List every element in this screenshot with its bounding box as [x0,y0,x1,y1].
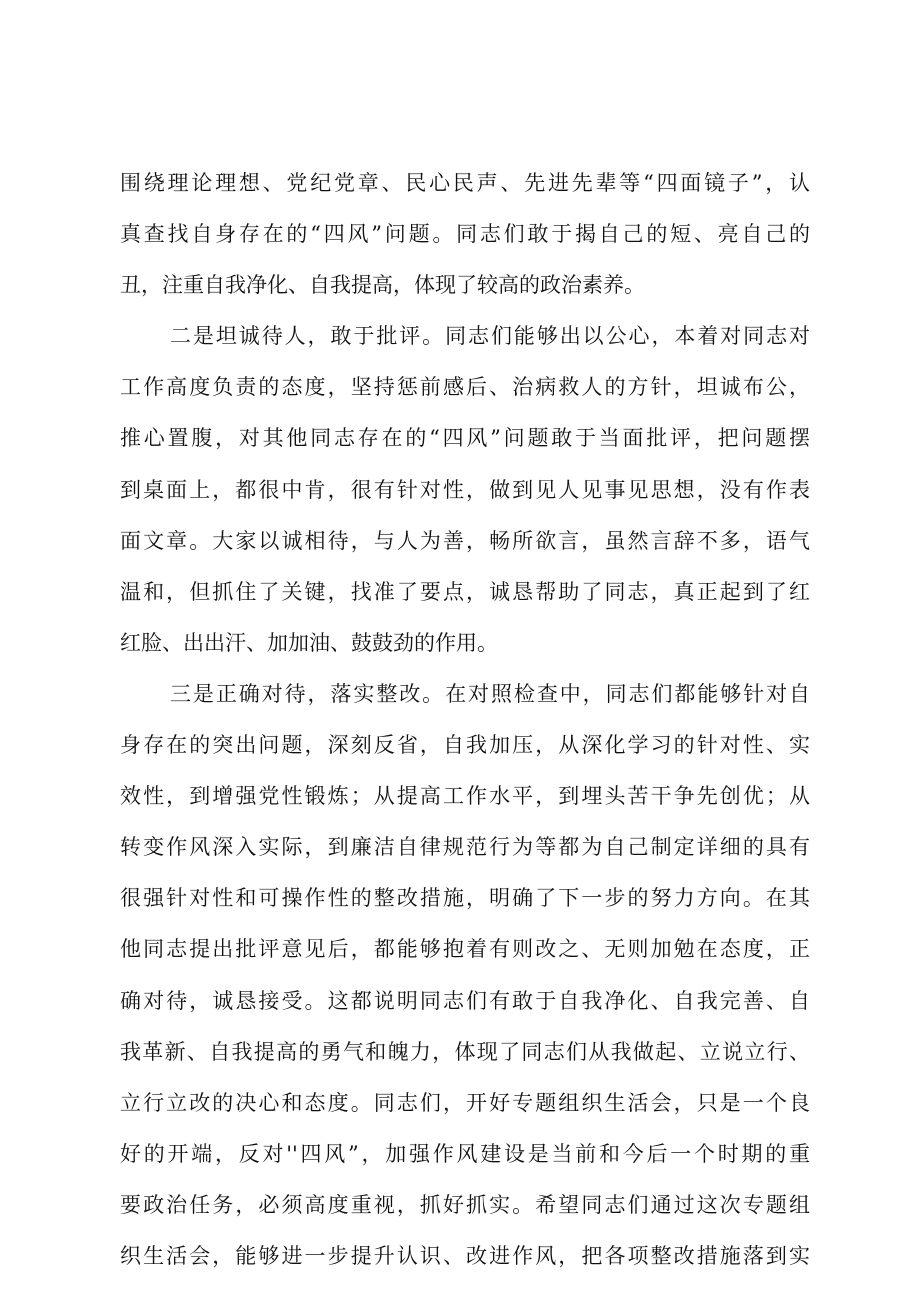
text-line: 真查找自身存在的“四风”问题。同志们敢于揭自己的短、亮自己的 [120,222,810,247]
text-line: 很强针对性和可操作性的整改措施，明确了下一步的努力方向。在其 [120,886,810,911]
text-line: 红脸、出出汗、加加油、鼓鼓劲的作用。 [120,630,498,655]
text-line: 转变作风深入实际，到廉洁自律规范行为等都为自己制定详细的具有 [120,835,810,860]
text-line: 织生活会，能够进一步提升认识、改进作风，把各项整改措施落到实 [120,1243,810,1268]
body-text [120,158,810,1282]
text-line: 推心置腹，对其他同志存在的“四风”问题敢于当面批评，把问题摆 [120,426,810,451]
text-line: 面文章。大家以诚相待，与人为善，畅所欲言，虽然言辞不多，语气 [120,528,810,553]
text-line: 工作高度负责的态度，坚持惩前感后、治病救人的方针，坦诚布公， [120,375,810,400]
text-line: 确对待，诚恳接受。这都说明同志们有敢于自我净化、自我完善、自 [120,988,810,1013]
text-line: 他同志提出批评意见后，都能够抱着有则改之、无则加勉在态度，正 [120,937,810,962]
text-line: 围绕理论理想、党纪党章、民心民声、先进先辈等“四面镜子”，认 [120,171,810,195]
text-line: 效性，到增强党性锻炼；从提高工作水平，到埋头苦干争先创优；从 [120,784,810,809]
text-line: 身存在的突出问题，深刻反省，自我加压，从深化学习的针对性、实 [120,733,810,758]
text-line: 立行立改的决心和态度。同志们，开好专题组织生活会，只是一个良 [120,1090,810,1115]
text-line: 要政治任务，必须高度重视，抓好抓实。希望同志们通过这次专题组 [120,1192,810,1217]
text-line: 温和，但抓住了关键，找准了要点，诚恳帮助了同志，真正起到了红 [120,579,810,604]
text-line: 好的开端，反对''四风”，加强作风建设是当前和今后一个时期的重 [120,1141,810,1166]
paragraph-start-line: 三是正确对待，落实整改。在对照检查中，同志们都能够针对自 [170,681,810,706]
text-line: 丑，注重自我净化、自我提高，体现了较高的政治素养。 [120,273,645,298]
text-line: 我革新、自我提高的勇气和魄力，体现了同志们从我做起、立说立行、 [120,1039,810,1064]
text-line: 到桌面上，都很中肯，很有针对性，做到见人见事见思想，没有作表 [120,477,810,502]
paragraph-start-line: 二是坦诚待人，敢于批评。同志们能够出以公心，本着对同志对 [170,324,810,349]
